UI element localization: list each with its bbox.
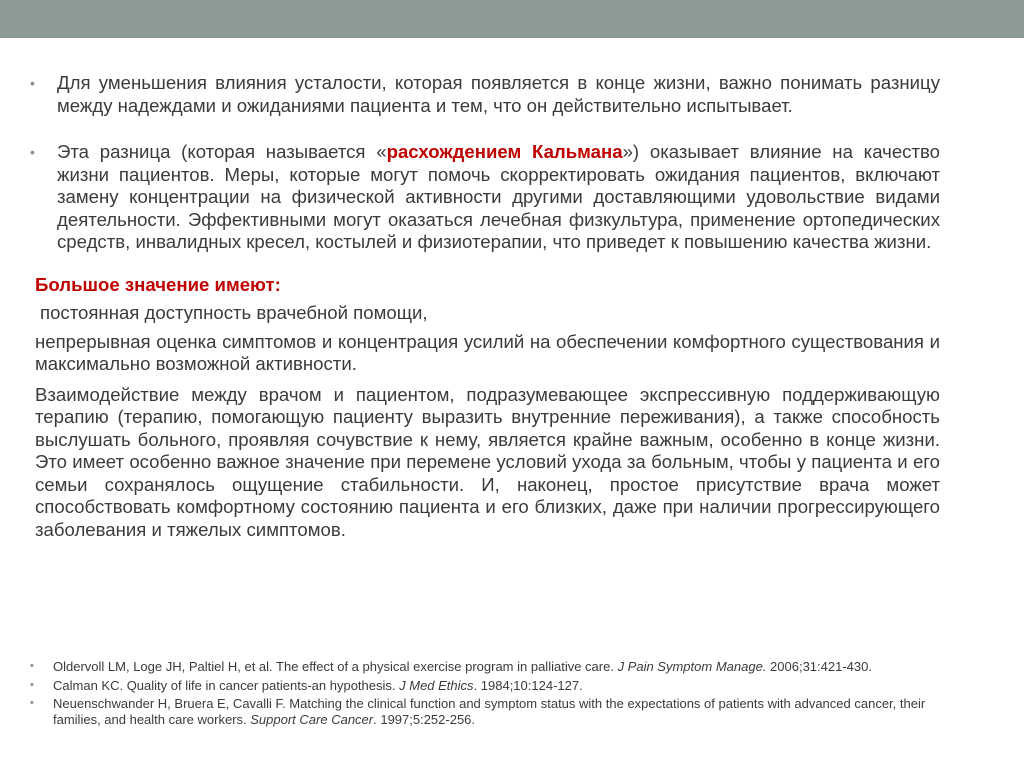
reference-item — [30, 659, 948, 675]
bullet-dot: • — [30, 144, 35, 160]
reference-item — [30, 678, 948, 694]
bullet-dot: • — [30, 660, 34, 672]
bullet-paragraph-1 — [30, 72, 940, 117]
top-decorative-band — [0, 0, 1024, 38]
reference-text: Neuenschwander H, Bruera E, Cavalli F. Matching the clinical function and symptom status with the expectations of patients with advanced cancer, their families, and health care workers. — [53, 696, 926, 727]
slide-content — [30, 72, 940, 541]
bullet-dot: • — [30, 75, 35, 91]
bullet-dot: • — [30, 697, 34, 709]
list-item: Взаимодействие между врачом и пациентом, подразумевающее экспрессивную поддерживающую терапию (терапию, помогающую пациенту выразить внутренние переживания), а также способность выслушать больного, проявляя сочувствие к нему, является крайне важным, особенно в конце жизни. Это имеет особенно важное значение при перемене условий ухода за больным, чтобы у пациента и его семьи сохранялось ощущение стабильности. И, наконец, простое присутствие врача может способствовать комфортному состоянию пациента и его близких, даже при наличии прогрессирующего заболевания и тяжелых симптомов. — [35, 383, 940, 540]
bullet-text-before: Эта разница (которая называется « — [57, 141, 387, 162]
reference-item — [30, 696, 948, 727]
bullet-dot: • — [30, 678, 34, 691]
section-heading: Большое значение имеют: — [35, 273, 281, 295]
reference-text: Calman KC. Quality of life in cancer patients-an hypothesis. — [53, 677, 400, 693]
highlighted-term: расхождением Кальмана — [386, 141, 623, 162]
list-item: постоянная доступность врачебной помощи, — [40, 302, 428, 323]
reference-journal: J Pain Symptom Manage. — [617, 659, 767, 674]
bullet-text: Для уменьшения влияния усталости, которая появляется в конце жизни, важно понимать разницу между надеждами и ожиданиями пациента и тем, что он действительно испытывает. — [57, 72, 940, 116]
references — [30, 659, 948, 730]
bullet-text-after: ») оказывает влияние на качество жизни пациентов. Меры, которые могут помочь скорректировать ожидания пациентов, включают замену концентрации на физической активности другими доставляющими удовольствие видами деятельности. Эффективными могут оказаться лечебная физкультура, применение ортопедических средств, инвалидных кресел, костылей и физиотерапии, что приведет к повышению качества жизни. — [57, 141, 940, 252]
list-item: непрерывная оценка симптомов и концентрация усилий на обеспечении комфортного существования и максимально возможной активности. — [35, 330, 940, 374]
reference-tail: . 1997;5:252-256. — [373, 711, 476, 727]
reference-tail: . 1984;10:124-127. — [473, 677, 583, 693]
reference-text: Oldervoll LM, Loge JH, Paltiel H, et al. The effect of a physical exercise program in palliative care. — [53, 659, 618, 674]
bullet-paragraph-2 — [30, 141, 940, 254]
reference-journal: Support Care Cancer — [250, 711, 374, 727]
reference-journal: J Med Ethics — [399, 677, 474, 693]
reference-tail: 2006;31:421-430. — [766, 659, 872, 674]
